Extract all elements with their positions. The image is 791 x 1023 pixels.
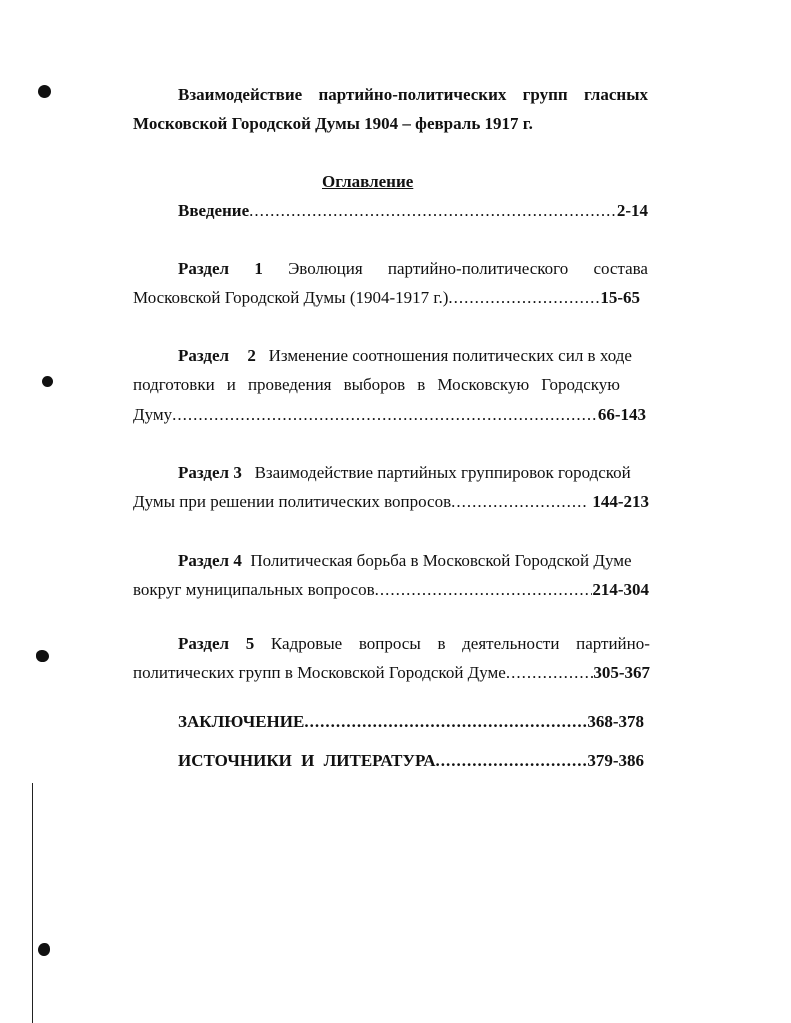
section-1-text: Московской Городской Думы (1904-1917 г.) <box>133 288 449 307</box>
section-2-word: в <box>417 375 426 394</box>
section-5-text: политических групп в Московской Городской Думе <box>133 663 506 682</box>
section-3-line-2 <box>133 492 649 512</box>
toc-entry-sources <box>178 751 644 771</box>
section-2-text: Думу <box>133 405 173 424</box>
section-2-word: подготовки <box>133 375 215 394</box>
punch-hole-mark <box>42 376 53 387</box>
section-3-line-1 <box>178 463 631 483</box>
section-3-title: Взаимодействие партийных группировок городской <box>254 463 631 482</box>
dot-leader <box>375 580 593 600</box>
dot-leader <box>448 288 600 308</box>
title-word: гласных <box>583 85 648 104</box>
dot-leader <box>506 663 593 683</box>
section-1-line-2 <box>133 288 640 308</box>
section-4-line-2 <box>133 580 649 600</box>
title-word: партийно-политических <box>318 85 507 104</box>
section-5-word: 5 <box>245 634 255 653</box>
section-2-word: Московскую <box>437 375 530 394</box>
section-4-pages: 214-304 <box>592 580 649 599</box>
section-1-word: 1 <box>254 259 263 278</box>
dot-leader <box>304 712 587 732</box>
title-line-1 <box>178 85 648 105</box>
conclusion-pages: 368-378 <box>587 712 644 731</box>
sources-pages: 379-386 <box>587 751 644 770</box>
section-4-text: вокруг муниципальных вопросов <box>133 580 375 599</box>
margin-line <box>32 783 33 1023</box>
section-5-word: партийно- <box>576 634 650 653</box>
dot-leader <box>435 751 587 771</box>
section-1-word: состава <box>593 259 648 278</box>
section-3-label: Раздел 3 <box>178 463 242 482</box>
section-5-word: Кадровые <box>270 634 343 653</box>
section-2-line-1 <box>178 346 632 366</box>
punch-hole-mark <box>38 85 51 98</box>
section-2-word: выборов <box>343 375 406 394</box>
section-4-label: Раздел 4 <box>178 551 242 570</box>
section-4-title: Политическая борьба в Московской Городской Думе <box>250 551 632 570</box>
toc-entry-conclusion <box>178 712 644 732</box>
punch-hole-mark <box>36 650 49 662</box>
section-4-line-1 <box>178 551 632 571</box>
section-5-line-2 <box>133 663 650 683</box>
section-5-word: Раздел <box>178 634 230 653</box>
section-2-line-2 <box>133 375 620 395</box>
section-1-pages: 15-65 <box>600 288 640 307</box>
section-5-line-1 <box>178 634 650 654</box>
section-2-word: и <box>226 375 236 394</box>
title-word: групп <box>522 85 568 104</box>
section-5-word: деятельности <box>462 634 560 653</box>
sources-label: ИСТОЧНИКИ И ЛИТЕРАТУРА <box>178 751 436 770</box>
intro-label: Введение <box>178 201 250 220</box>
section-3-pages: 144-213 <box>592 492 649 511</box>
section-2-line-3 <box>133 405 646 425</box>
toc-entry-intro <box>178 201 648 221</box>
section-2-title: Изменение соотношения политических сил в ходе <box>268 346 632 365</box>
punch-hole-mark <box>38 943 50 956</box>
section-5-word: в <box>437 634 446 653</box>
section-5-pages: 305-367 <box>593 663 650 682</box>
section-1-word: партийно-политического <box>387 259 569 278</box>
section-1-word: Раздел <box>178 259 230 278</box>
section-2-label: Раздел 2 <box>178 346 256 365</box>
section-1-word: Эволюция <box>288 259 363 278</box>
section-3-text: Думы при решении политических вопросов <box>133 492 452 511</box>
toc-heading: Оглавление <box>322 172 414 191</box>
title-word: Взаимодействие <box>178 85 303 104</box>
section-2-word: проведения <box>247 375 332 394</box>
dot-leader <box>172 405 598 425</box>
section-2-word: Городскую <box>541 375 620 394</box>
dot-leader <box>249 201 617 221</box>
conclusion-label: ЗАКЛЮЧЕНИЕ <box>178 712 305 731</box>
title-line-2: Московской Городской Думы 1904 – февраль 1917 г. <box>133 114 533 133</box>
dot-leader <box>451 492 586 512</box>
section-2-pages: 66-143 <box>597 405 646 424</box>
section-5-word: вопросы <box>358 634 421 653</box>
intro-pages: 2-14 <box>616 201 648 220</box>
section-1-line-1 <box>178 259 648 279</box>
